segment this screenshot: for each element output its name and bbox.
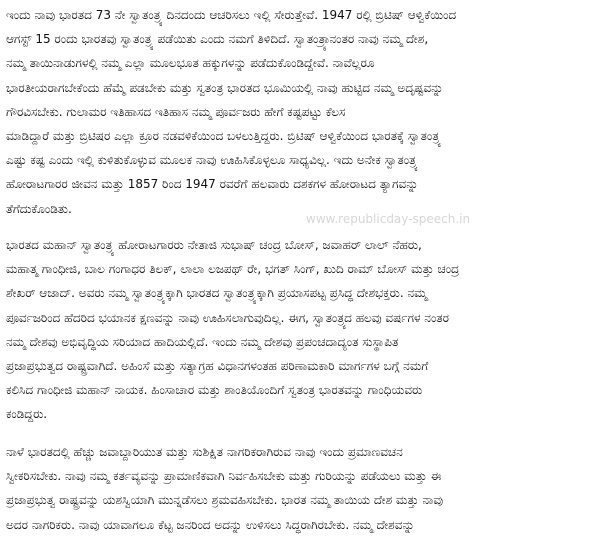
text-line: ಇಂದು ನಾವು ಭಾರತದ 73 ನೇ ಸ್ವಾತಂತ್ರ್ಯ ದಿನದಂದು ಆಚರಿಸಲು ಇಲ್ಲಿ ಸೇರುತ್ತೇವೆ. 1947 ರಲ್ಲಿ ಬ್ರಿಟಿಷ್ ಆಳ್ವಿಕೆಯಿಂದ <box>6 8 457 22</box>
text-line: ನಾಳೆ ಭಾರತದಲ್ಲಿ ಹೆಚ್ಚು ಜವಾಬ್ದಾರಿಯುತ ಮತ್ತು ಸುಶಿಕ್ಷಿತ ನಾಗರಿಕರಾಗಿರುವ ನಾವು ಇಂದು ಪ್ರಮಾಣವಚನ <box>6 445 403 459</box>
text-line: ಸ್ವೀಕರಿಸಬೇಕು. ನಾವು ನಮ್ಮ ಕರ್ತವ್ಯವನ್ನು ಪ್ರಾಮಾಣಿಕವಾಗಿ ನಿರ್ವಹಿಸಬೇಕು ಮತ್ತು ಗುರಿಯನ್ನು ಪಡೆಯಲು ಮತ್ತು ಈ <box>6 469 442 484</box>
text-line: ಪ್ರಜಾಪ್ರಭುತ್ವ ರಾಷ್ಟ್ರವನ್ನು ಯಶಸ್ವಿಯಾಗಿ ಮುನ್ನಡೆಸಲು ಶ್ರಮವಹಿಸಬೇಕು. ಭಾರತ ನಮ್ಮ ತಾಯಿಯ ದೇಶ ಮತ್ತು ನಾವು <box>6 493 444 508</box>
text-line: ಮಾಡಿದ್ದಾರೆ ಮತ್ತು ಬ್ರಿಟಿಷರ ಎಲ್ಲಾ ಕ್ರೂರ ನಡವಳಿಕೆಯಿಂದ ಬಳಲುತ್ತಿದ್ದರು. ಬ್ರಿಟಿಷ್ ಆಳ್ವಿಕೆಯಿಂದ ಭಾರತಕ್ಕೆ ಸ್ವಾತಂತ್ರ್ಯ <box>6 128 442 143</box>
text-line: ಗೌರವಿಸಬೇಕು. ಗುಲಾಮರ ಇತಿಹಾಸದ ಇತಿಹಾಸ ನಮ್ಮ ಪೂರ್ವಜರು ಹೇಗೆ ಕಷ್ಟಪಟ್ಟು ಕೆಲಸ <box>6 104 346 119</box>
paragraph-freedom-fighters <box>6 233 602 427</box>
text-line: ನಮ್ಮ ದೇಶವು ಅಭಿವೃದ್ಧಿಯ ಸರಿಯಾದ ಹಾದಿಯಲ್ಲಿದೆ. ಇಂದು ನಮ್ಮ ದೇಶವು ಪ್ರಪಂಚದಾದ್ಯಂತ ಸುಸ್ಥಾಪಿತ <box>6 334 399 349</box>
text-line: ಭಾರತದ ಮಹಾನ್ ಸ್ವಾತಂತ್ರ್ಯ ಹೋರಾಟಗಾರರು ನೇತಾಜಿ ಸುಭಾಷ್ ಚಂದ್ರ ಬೋಸ್, ಜವಾಹರ್ ಲಾಲ್ ನೆಹರು, <box>6 238 422 252</box>
paragraph-independence-day <box>6 3 602 221</box>
text-line: ತೆಗೆದುಕೊಂಡಿತು. <box>6 201 72 216</box>
watermark-text: www.republicday-speech.in <box>306 212 471 226</box>
text-line: ಹೋರಾಟಗಾರರ ಜೀವನ ಮತ್ತು 1857 ರಿಂದ 1947 ರವರೆಗೆ ಹಲವಾರು ದಶಕಗಳ ಹೋರಾಟದ ತ್ಯಾಗವನ್ನು <box>6 177 419 192</box>
text-line: ಕಂಡಿದ್ದರು. <box>6 407 48 422</box>
text-line: ಪೂರ್ವಜರಿಂದ ಹೆದರಿದ ಭಯಾನಕ ಕ್ಷಣವನ್ನು ನಾವು ಊಹಿಸಲಾಗುವುದಿಲ್ಲ. ಈಗ, ಸ್ವಾತಂತ್ರ್ಯದ ಹಲವು ವರ್ಷಗಳ ನಂತರ <box>6 310 449 325</box>
text-line: ಮಹಾತ್ಮ ಗಾಂಧೀಜಿ, ಬಾಲ ಗಂಗಾಧರ ತಿಲಕ್, ಲಾಲಾ ಲಜಪಥ್ ರೇ, ಭಗತ್ ಸಿಂಗ್, ಖುದಿ ರಾಮ್ ಬೋಸ್ ಮತ್ತು ಚಂದ್ರ <box>6 262 460 277</box>
text-line: ಆಗಸ್ಟ್ 15 ರಂದು ಭಾರತವು ಸ್ವಾತಂತ್ರ್ಯ ಪಡೆಯಿತು ಎಂದು ನಮಗೆ ತಿಳಿದಿದೆ. ಸ್ವಾತಂತ್ರ್ಯಾನಂತರ ನಾವು ನಮ್ಮ ದೇಶ, <box>6 32 429 47</box>
text-line: ಅದರ ನಾಗರಿಕರು. ನಾವು ಯಾವಾಗಲೂ ಕೆಟ್ಟ ಜನರಿಂದ ಅದನ್ನು ಉಳಿಸಲು ಸಿದ್ಧರಾಗಿರಬೇಕು. ನಮ್ಮ ದೇಶವನ್ನು <box>6 517 415 532</box>
text-line: ಎಷ್ಟು ಕಷ್ಟ ಎಂದು ಇಲ್ಲಿ ಕುಳಿತುಕೊಳ್ಳುವ ಮೂಲಕ ನಾವು ಊಹಿಸಿಕೊಳ್ಳಲೂ ಸಾಧ್ಯವಿಲ್ಲ. ಇದು ಅನೇಕ ಸ್ವಾತಂತ್ರ್ಯ <box>6 153 419 168</box>
paragraph-responsible-citizens <box>6 440 602 537</box>
text-line: ಪ್ರಜಾಪ್ರಭುತ್ವದ ರಾಷ್ಟ್ರವಾಗಿದೆ. ಅಹಿಂಸೆ ಮತ್ತು ಸತ್ಯಾಗ್ರಹ ವಿಧಾನಗಳಂತಹ ಪರಿಣಾಮಕಾರಿ ಮಾರ್ಗಗಳ ಬಗ್ಗೆ ನಮಗೆ <box>6 358 429 373</box>
text-line: ಶೇಖರ್ ಆಜಾದ್. ಅವರು ನಮ್ಮ ಸ್ವಾತಂತ್ರ್ಯಕ್ಕಾಗಿ ಭಾರತದ ಸ್ವಾತಂತ್ರ್ಯಕ್ಕಾಗಿ ಪ್ರಯಾಸಪಟ್ಟ ಪ್ರಸಿದ್ಧ ದೇಶಭಕ್ತರು. ನಮ್ಮ <box>6 286 428 301</box>
text-line: ಕಲಿಸಿದ ಗಾಂಧೀಜಿ ಮಹಾನ್ ನಾಯಕ. ಹಿಂಸಾಚಾರ ಮತ್ತು ಶಾಂತಿಯೊಂದಿಗೆ ಸ್ವತಂತ್ರ ಭಾರತವನ್ನು ಗಾಂಧಿಯವರು <box>6 383 423 398</box>
text-line: ನಮ್ಮ ತಾಯಿನಾಡುಗಳಲ್ಲಿ ನಮ್ಮ ಎಲ್ಲಾ ಮೂಲಭೂತ ಹಕ್ಕುಗಳನ್ನು ಪಡೆದುಕೊಂಡಿದ್ದೇವೆ. ನಾವೆಲ್ಲರೂ <box>6 56 375 71</box>
text-line: ಭಾರತೀಯರಾಗಬೇಕೆಂದು ಹೆಮ್ಮೆ ಪಡಬೇಕು ಮತ್ತು ಸ್ವತಂತ್ರ ಭಾರತದ ಭೂಮಿಯಲ್ಲಿ ನಾವು ಹುಟ್ಟಿದ ನಮ್ಮ ಅದೃಷ್ಟವನ್ನು <box>6 80 444 95</box>
